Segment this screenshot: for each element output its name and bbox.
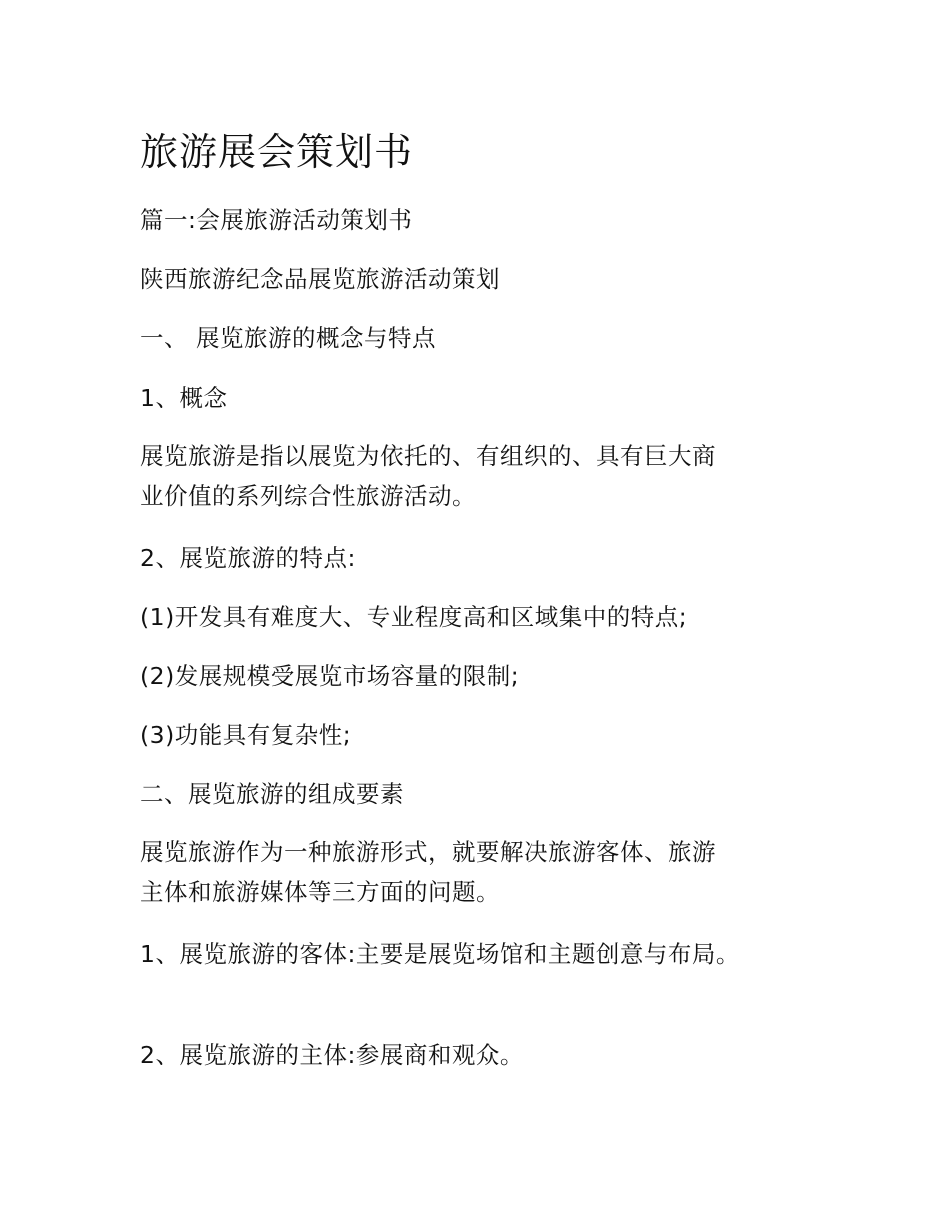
concept-paragraph bbox=[140, 436, 800, 516]
feature-2: (2)发展规模受展览市场容量的限制; bbox=[140, 662, 520, 690]
subtitle: 陕西旅游纪念品展览旅游活动策划 bbox=[140, 265, 500, 293]
feature-3: (3)功能具有复杂性; bbox=[140, 721, 352, 749]
concept-line-1: 展览旅游是指以展览为依托的、有组织的、具有巨大商 bbox=[140, 442, 716, 470]
elements-line-2: 主体和旅游媒体等三方面的问题。 bbox=[140, 878, 500, 906]
item2-heading: 2、展览旅游的特点: bbox=[140, 544, 356, 572]
concept-line-2: 业价值的系列综合性旅游活动。 bbox=[140, 482, 476, 510]
elements-paragraph bbox=[140, 832, 800, 912]
document-title: 旅游展会策划书 bbox=[140, 130, 414, 174]
elements-line-1: 展览旅游作为一种旅游形式，就要解决旅游客体、旅游 bbox=[140, 838, 716, 866]
item1-heading: 1、概念 bbox=[140, 384, 228, 412]
section2-heading: 二、展览旅游的组成要素 bbox=[140, 780, 404, 808]
element-2: 2、展览旅游的主体:参展商和观众。 bbox=[140, 1041, 524, 1069]
feature-1: (1)开发具有难度大、专业程度高和区域集中的特点; bbox=[140, 603, 688, 631]
part-heading: 篇一:会展旅游活动策划书 bbox=[140, 206, 413, 234]
section1-heading: 一、 展览旅游的概念与特点 bbox=[140, 324, 436, 352]
element-1: 1、展览旅游的客体:主要是展览场馆和主题创意与布局。 bbox=[140, 940, 740, 968]
